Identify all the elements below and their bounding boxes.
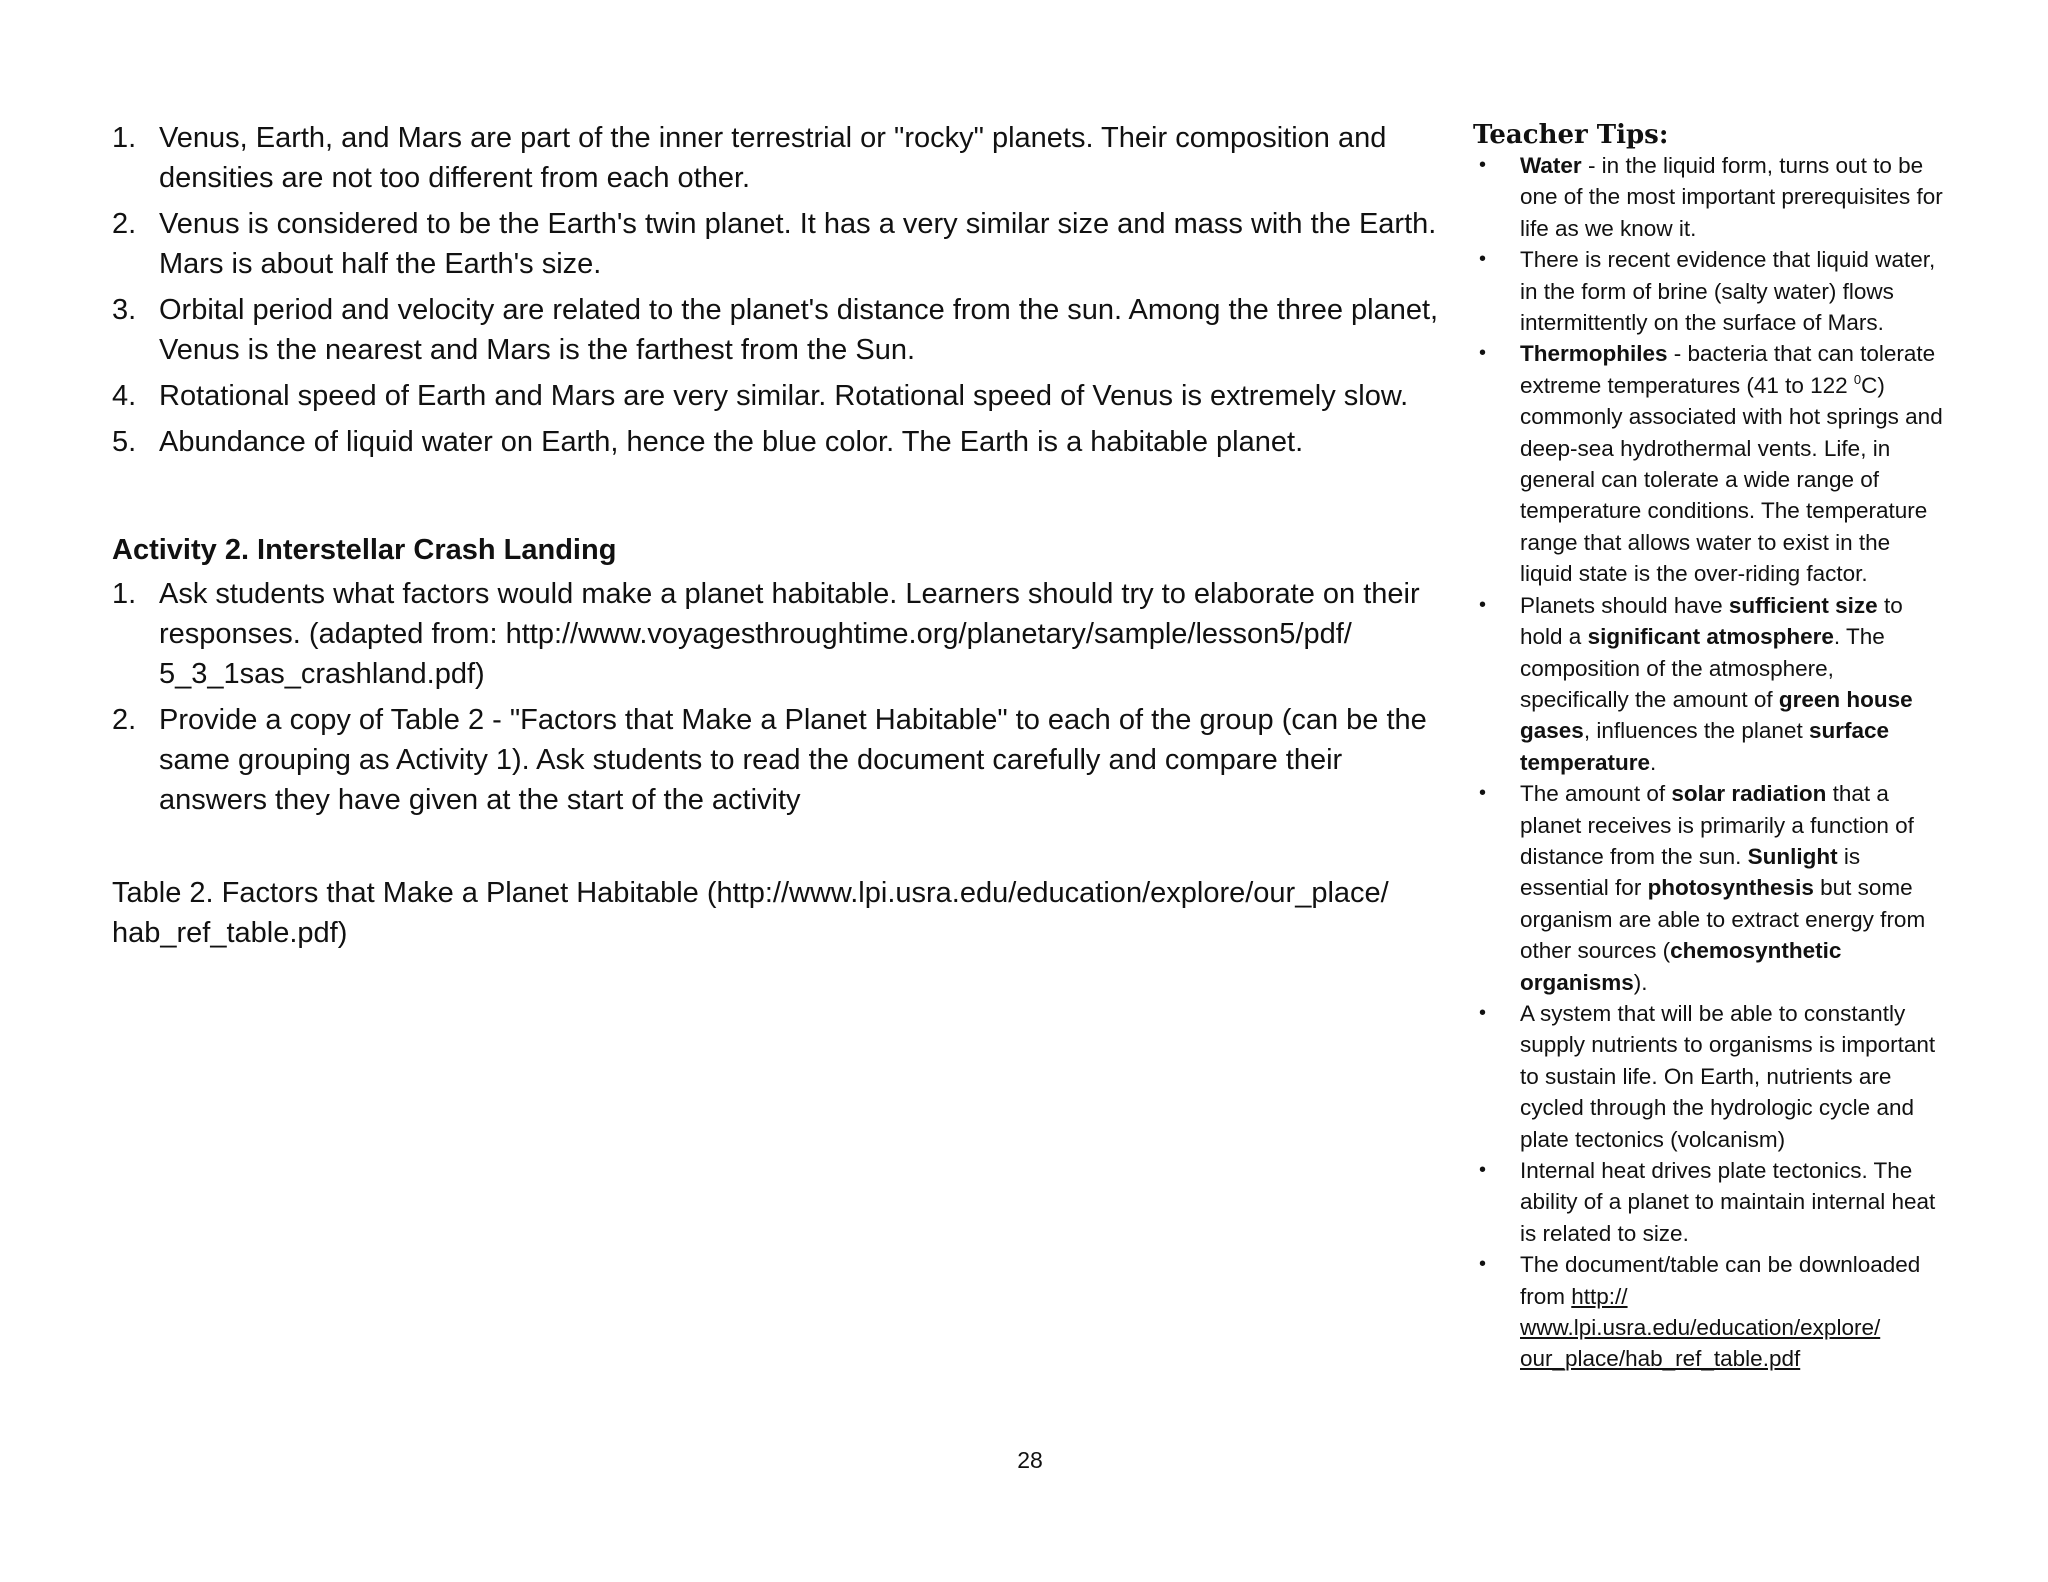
teacher-tips-list (1473, 150, 1948, 1375)
term-sufficient-size: sufficient size (1728, 592, 1878, 618)
bullet-icon: • (1479, 593, 1487, 616)
tip-text: . The composition of the atmosphere, specifically the amount of (1520, 624, 1885, 712)
teacher-tips-title: Teacher Tips: (1473, 120, 1669, 150)
list-text: Provide a copy of Table 2 - "Factors that Make a Planet Habitable" to each of the group (can be the same grouping as Activity 1). Ask students to read the document carefully and compare their answers they have given at the start of the activity (159, 704, 1427, 816)
list-text: Abundance of liquid water on Earth, hence the blue color. The Earth is a habitable planet. (159, 426, 1304, 458)
tip-text: Internal heat drives plate tectonics. The ability of a planet to maintain internal heat is related to size. (1520, 1158, 1936, 1246)
tip-text: There is recent evidence that liquid water, in the form of brine (salty water) flows intermittently on the surface of Mars. (1520, 247, 1936, 336)
tip-text: is essential for (1520, 843, 1861, 901)
planet-comparison-list (112, 118, 1447, 462)
tip-nutrients (1473, 998, 1948, 1155)
bullet-icon: • (1479, 1253, 1487, 1276)
term-chemosynthetic-organisms: chemosynthetic organisms (1520, 938, 1842, 995)
tip-text: - in the liquid form, turns out to be one of the most important prerequisites for life as we know it. (1520, 153, 1943, 241)
list-text: Venus is considered to be the Earth's twin planet. It has a very similar size and mass with the Earth. Mars is about half the Earth's size. (159, 208, 1437, 280)
tip-text: The document/table can be downloaded from (1520, 1252, 1921, 1309)
tip-text: - bacteria that can tolerate extreme temperatures (41 to 122 (1520, 341, 1936, 398)
tip-text: ). (1633, 969, 1648, 995)
tip-brine (1473, 244, 1948, 338)
term-solar-radiation: solar radiation (1671, 781, 1827, 807)
hab-ref-table-link[interactable]: http:// www.lpi.usra.edu/education/explore/ our_place/hab_ref_table.pdf (1520, 1283, 1881, 1372)
activity-2-heading: Activity 2. Interstellar Crash Landing (112, 534, 617, 566)
list-text: Orbital period and velocity are related to the planet's distance from the sun. Among the three planet, Venus is the nearest and Mars is the farthest from the Sun. (159, 294, 1439, 366)
term-photosynthesis: photosynthesis (1647, 875, 1814, 901)
bullet-icon: • (1479, 248, 1487, 271)
list-number: 1. (112, 578, 137, 610)
list-item (112, 290, 1447, 370)
term-green-house-gases: green house gases (1520, 686, 1913, 744)
list-item (112, 574, 1447, 694)
bullet-icon: • (1479, 154, 1487, 176)
list-text: Rotational speed of Earth and Mars are very similar. Rotational speed of Venus is extremely slow. (159, 380, 1409, 412)
list-number: 1. (112, 122, 137, 154)
teacher-tips-sidebar (1473, 118, 1948, 1375)
superscript-degree: 0 (1853, 371, 1862, 387)
tip-text: A system that will be able to constantly supply nutrients to organisms is important to sustain life. On Earth, nutrients are cycled through the hydrologic cycle and plate tectonics (volcanism) (1520, 1000, 1936, 1152)
term-surface-temperature: surface temperature (1520, 718, 1890, 775)
main-column (112, 118, 1447, 953)
tip-water (1473, 150, 1948, 244)
tip-text: C) commonly associated with hot springs and deep-sea hydrothermal vents. Life, in general can tolerate a wide range of temperature conditions. The temperature range that allows water to exist in the liquid state is the over-riding factor. (1520, 372, 1943, 587)
list-item (112, 204, 1447, 284)
term-thermophiles: Thermophiles (1520, 341, 1668, 367)
tip-text: The amount of (1520, 781, 1672, 807)
tip-text: . (1650, 749, 1657, 775)
tip-text: to hold a (1520, 592, 1903, 650)
list-number: 3. (112, 294, 137, 326)
bullet-icon: • (1479, 342, 1487, 365)
term-significant-atmosphere: significant atmosphere (1587, 624, 1834, 650)
list-item (112, 700, 1447, 820)
bullet-icon: • (1479, 1159, 1487, 1181)
table-caption: Table 2. Factors that Make a Planet Habitable (http://www.lpi.usra.edu/education/explore/our_place/ hab_ref_table.pdf) (112, 877, 1389, 949)
tip-internal-heat (1473, 1155, 1948, 1249)
tip-download (1473, 1249, 1948, 1375)
list-item (112, 422, 1447, 462)
list-text: Venus, Earth, and Mars are part of the inner terrestrial or "rocky" planets. Their composition and densities are not too different from each other. (159, 122, 1387, 194)
term-sunlight: Sunlight (1747, 843, 1838, 869)
bullet-icon: • (1479, 1001, 1487, 1024)
tip-solar-radiation (1473, 778, 1948, 998)
term-water: Water (1520, 153, 1582, 178)
list-item (112, 118, 1447, 198)
tip-text: that a planet receives is primarily a function of distance from the sun. (1520, 781, 1914, 869)
activity-2-steps (112, 574, 1447, 820)
tip-thermophiles (1473, 338, 1948, 589)
tip-text: but some organism are able to extract energy from other sources ( (1520, 875, 1926, 964)
tip-text: Planets should have (1520, 592, 1729, 618)
list-text: Ask students what factors would make a planet habitable. Learners should try to elaborate on their responses. (adapted from: http://www.voyagesthroughtime.org/planetary/sample/lesson5/pdf/ 5_3_1sas_crashland.pdf) (159, 578, 1420, 690)
tip-planet-size (1473, 590, 1948, 778)
page-number: 28 (1017, 1447, 1043, 1473)
list-number: 2. (112, 208, 137, 240)
list-number: 2. (112, 704, 137, 736)
list-number: 5. (112, 426, 137, 458)
bullet-icon: • (1479, 782, 1487, 805)
list-item (112, 376, 1447, 416)
tip-text: , influences the planet (1583, 718, 1809, 744)
list-number: 4. (112, 380, 137, 412)
